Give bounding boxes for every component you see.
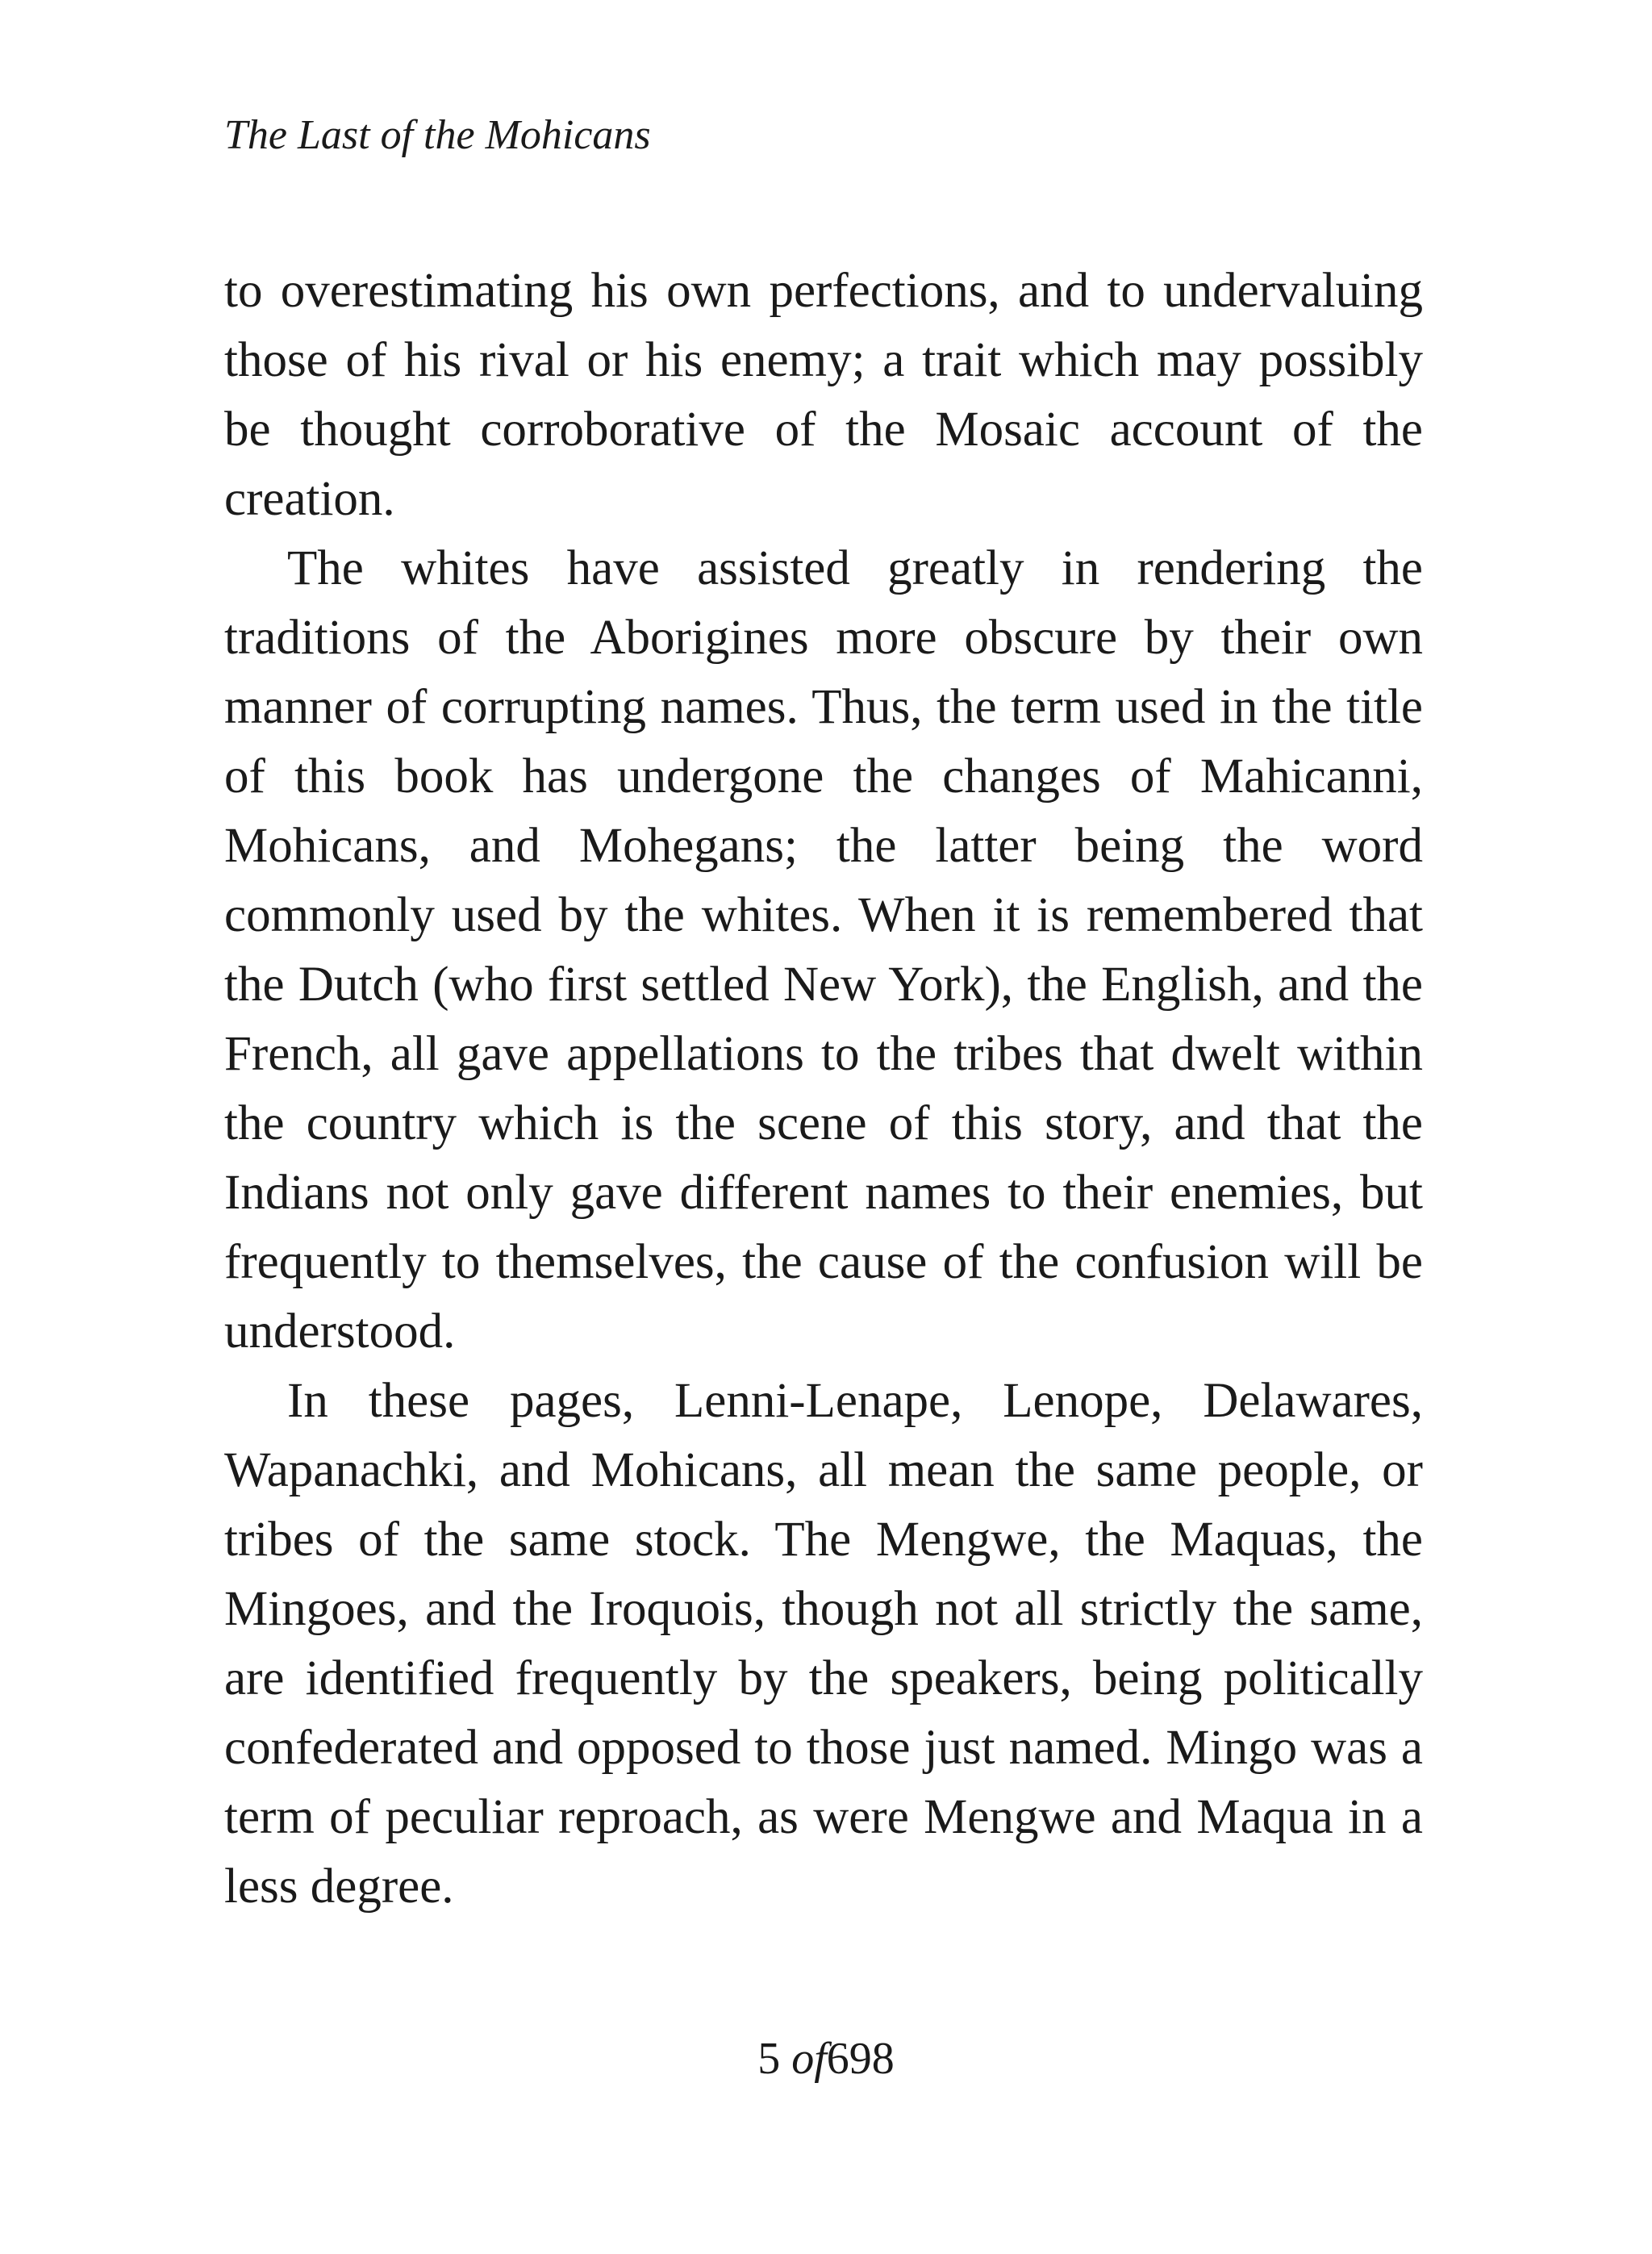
running-title: The Last of the Mohicans [224,112,651,158]
paragraph: The whites have assisted greatly in rendering the traditions of the Aborigines more obscure by their own manner of corrupting names. Thus, the term used in the title of this book has undergone the changes of Mahicanni, Mohicans, and Mohegans; the latter being the word commonly used by the whites. When it is remembered that the Dutch (who first settled New York), the English, and the French, all gave appellations to the tribes that dwelt within the country which is the scene of this story, and that the Indians not only gave different names to their enemies, but frequently to themselves, the cause of the confusion will be understood. [224,541,1423,1359]
paragraph: In these pages, Lenni-Lenape, Lenope, Delawares, Wapanachki, and Mohicans, all mean the same people, or tribes of the same stock. The Mengwe, the Maquas, the Mingoes, and the Iroquois, though not all strictly the same, are identified frequently by the speakers, being politically confederated and opposed to those just named. Mingo was a term of peculiar reproach, as were Mengwe and Maqua in a less degree. [224,1374,1423,1914]
body-text [224,257,1423,1922]
page-of-label: of [791,2034,827,2084]
paragraph-continued: to overestimating his own perfections, and to undervaluing those of his rival or his enemy; a trait which may possibly be thought corroborative of the Mosaic account of the creation. [224,264,1423,526]
page-number [0,2030,1652,2088]
page-total: 698 [826,2034,895,2084]
page-current: 5 [757,2034,781,2084]
